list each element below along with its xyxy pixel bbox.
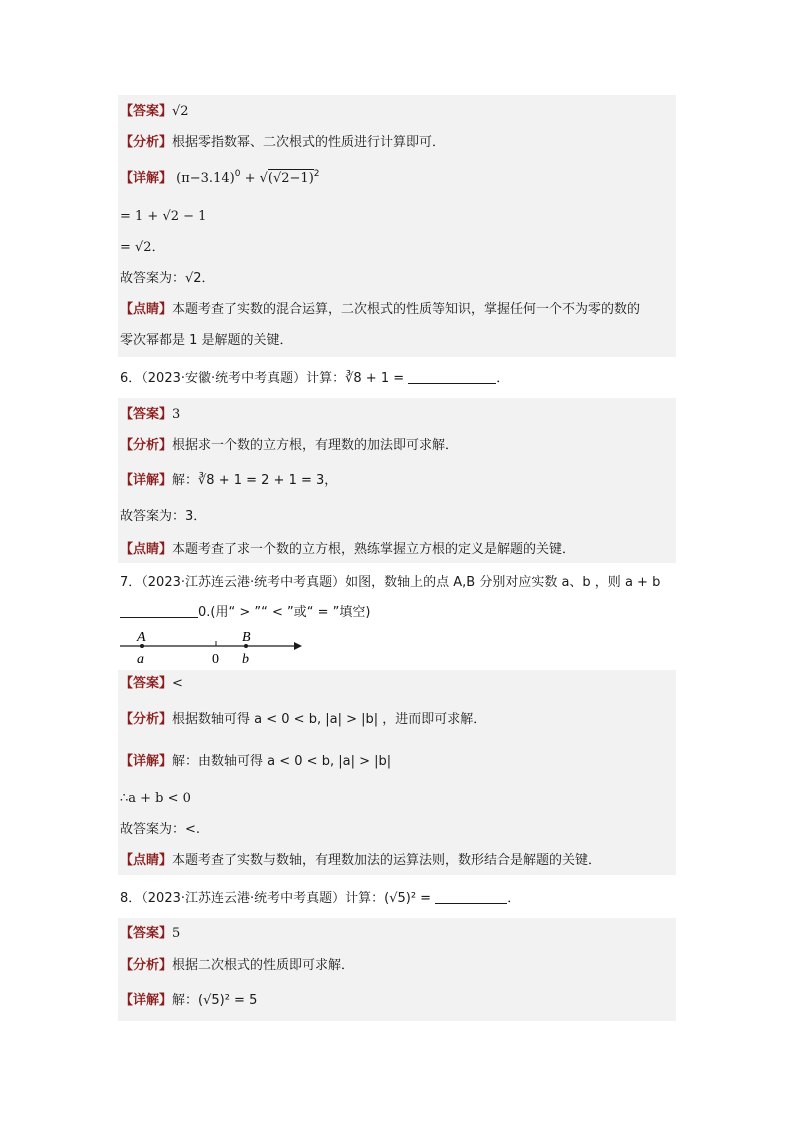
q5-analysis	[120, 134, 445, 152]
q7-step1: ∴a + b < 0	[120, 791, 191, 806]
detail-text: 解：(√5)² = 5	[172, 993, 258, 1008]
q7-answer-block	[118, 670, 676, 875]
answer-blank	[408, 371, 496, 384]
question-text: 6．（2023·安徽·统考中考真题）计算：∛8 + 1 =	[120, 371, 405, 386]
analysis-text: 根据零指数幂、二次根式的性质进行计算即可．	[172, 135, 446, 150]
question-text: 8．（2023·江苏连云港·统考中考真题）计算：(√5)² =	[120, 891, 432, 906]
answer-tag: 【答案】	[120, 926, 173, 941]
answer-tag: 【答案】	[120, 407, 173, 422]
q6-comment	[120, 541, 575, 559]
detail-text: 解：∛8 + 1 = 2 + 1 = 3，	[172, 473, 338, 488]
q6-answer	[120, 406, 180, 424]
detail-tag: 【详解】	[120, 993, 173, 1008]
comment-tag: 【点睛】	[120, 302, 173, 317]
q8-detail	[120, 992, 257, 1010]
q7-question-2	[120, 604, 370, 622]
q5-step2: = √2．	[120, 240, 165, 255]
q5-comment-2: 零次幂都是 1 是解题的关键．	[120, 333, 293, 348]
detail-tag: 【详解】	[120, 473, 173, 488]
q6-detail	[120, 472, 337, 490]
question-end: ．	[507, 891, 521, 906]
analysis-text: 根据二次根式的性质即可求解．	[172, 958, 355, 973]
answer-value: <	[172, 676, 183, 691]
detail-exp-a: 0	[234, 169, 241, 179]
q7-conclusion: 故答案为：<.	[120, 822, 201, 837]
answer-tag: 【答案】	[120, 104, 173, 119]
q7-answer	[120, 675, 183, 693]
label-A: A	[137, 630, 146, 645]
number-line	[118, 626, 308, 668]
q7-analysis	[120, 711, 486, 729]
comment-tag: 【点睛】	[120, 542, 173, 557]
label-b: b	[242, 652, 249, 667]
analysis-tag: 【分析】	[120, 712, 173, 727]
label-zero: 0	[212, 652, 219, 667]
q8-answer	[120, 925, 180, 943]
detail-expr-b: (√2−1)	[267, 171, 314, 186]
q7-comment	[120, 852, 601, 870]
q7-question-1: 7．（2023·江苏连云港·统考中考真题）如图，数轴上的点 A,B 分别对应实数 a、b ，则 a + b	[120, 575, 661, 590]
label-a: a	[137, 652, 144, 667]
question-end: ．	[496, 371, 510, 386]
label-B: B	[242, 630, 251, 645]
q7-detail	[120, 753, 391, 771]
detail-tag: 【详解】	[120, 754, 173, 769]
detail-tag: 【详解】	[120, 171, 173, 186]
answer-blank	[435, 891, 507, 904]
q5-answer	[120, 103, 189, 121]
comment-text: 本题考查了实数与数轴，有理数加法的运算法则，数形结合是解题的关键．	[172, 853, 602, 868]
q8-question	[120, 890, 520, 908]
analysis-text: 根据数轴可得 a < 0 < b, |a| > |b| ，进而即可求解．	[172, 712, 487, 727]
comment-text: 本题考查了实数的混合运算，二次根式的性质等知识，掌握任何一个不为零的数的	[172, 302, 641, 317]
q8-analysis	[120, 957, 354, 975]
answer-value: 3	[172, 407, 181, 422]
radical-sign: √	[259, 171, 268, 186]
question-text: 0.(用“ > ”“ < ”或“ = ”填空)	[198, 605, 371, 620]
detail-plus: +	[244, 171, 256, 186]
comment-tag: 【点睛】	[120, 853, 173, 868]
comment-text: 本题考查了求一个数的立方根，熟练掌握立方根的定义是解题的关键．	[172, 542, 576, 557]
q5-comment-1	[120, 301, 640, 319]
analysis-tag: 【分析】	[120, 438, 173, 453]
q6-analysis	[120, 437, 458, 455]
q6-conclusion: 故答案为：3．	[120, 509, 207, 524]
q5-detail	[120, 170, 320, 188]
detail-text: 解：由数轴可得 a < 0 < b, |a| > |b|	[172, 754, 392, 769]
answer-value: 5	[172, 926, 181, 941]
q6-question	[120, 370, 509, 388]
analysis-tag: 【分析】	[120, 135, 173, 150]
answer-blank	[120, 605, 198, 618]
arrow-head	[294, 642, 302, 650]
detail-expr-a: (π−3.14)	[176, 171, 235, 186]
analysis-text: 根据求一个数的立方根，有理数的加法即可求解．	[172, 438, 459, 453]
answer-tag: 【答案】	[120, 676, 173, 691]
detail-exp-b: 2	[313, 169, 320, 179]
q5-step1: = 1 + √2 − 1	[120, 209, 207, 224]
answer-value: √2	[172, 104, 189, 119]
q5-conclusion: 故答案为：√2．	[120, 271, 215, 286]
analysis-tag: 【分析】	[120, 958, 173, 973]
